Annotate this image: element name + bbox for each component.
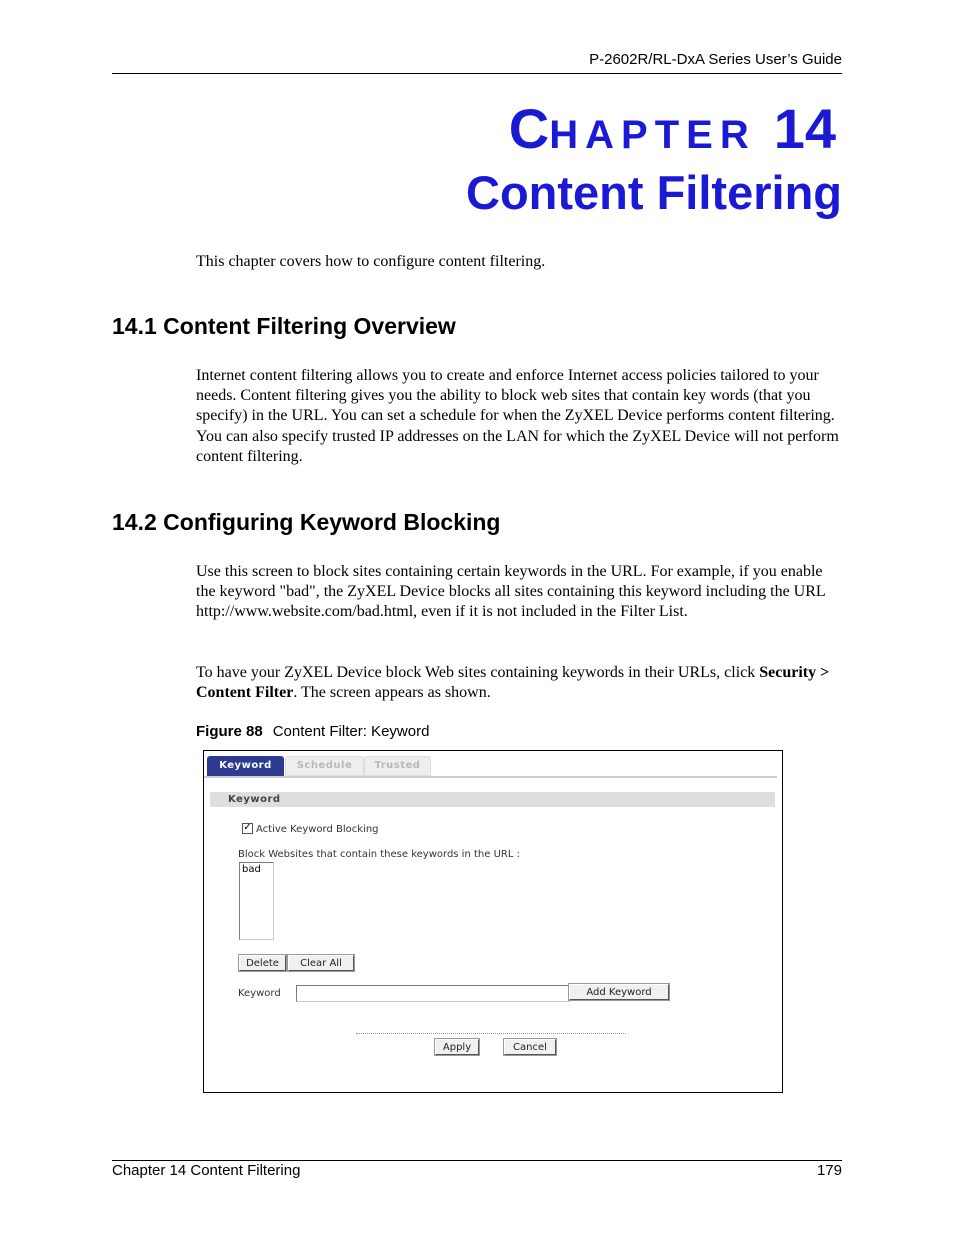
tab-trusted[interactable]: Trusted	[364, 756, 431, 776]
chapter-word-initial: C	[508, 97, 550, 160]
tab-keyword[interactable]: Keyword	[207, 756, 284, 776]
section-heading-keyword-blocking: 14.2 Configuring Keyword Blocking	[112, 509, 501, 535]
section-heading-overview: 14.1 Content Filtering Overview	[112, 313, 456, 339]
paragraph-text: . The screen appears as shown.	[293, 684, 491, 702]
keyword-paragraph-2	[196, 663, 842, 703]
keyword-input[interactable]	[296, 985, 570, 1002]
clear-all-button[interactable]: Clear All	[288, 955, 354, 971]
active-keyword-blocking-checkbox[interactable]: ✓	[243, 822, 252, 833]
page-number: 179	[816, 1162, 842, 1179]
intro-paragraph: This chapter covers how to configure content filtering.	[196, 253, 546, 270]
header-rule	[112, 73, 842, 74]
keyword-listbox[interactable]	[239, 862, 274, 940]
content-filter-screenshot	[203, 750, 783, 1093]
cancel-button[interactable]: Cancel	[504, 1039, 556, 1055]
figure-caption	[196, 723, 429, 740]
tab-bar	[204, 751, 782, 777]
figure-label: Figure 88	[196, 723, 263, 740]
paragraph-text: To have your ZyXEL Device block Web sites containing keywords in their URLs, click	[196, 664, 760, 681]
keyword-label: Keyword	[238, 988, 281, 999]
tab-schedule[interactable]: Schedule	[285, 756, 364, 776]
overview-paragraph: Internet content filtering allows you to create and enforce Internet access policies tailored to your needs. Content filtering gives you the ability to block web sites that contain key words (that you specify) in the URL. You can set a schedule for when the ZyXEL Device performs content filtering. You can also specify trusted IP addresses on the LAN for which the ZyXEL Device will not perform content filtering.	[196, 367, 839, 465]
list-item[interactable]: bad	[242, 864, 261, 875]
menu-path: Security > Content Filter	[196, 664, 830, 702]
checkbox-label: Active Keyword Blocking	[256, 824, 379, 835]
section-title-bar: Keyword	[210, 792, 775, 807]
footer-chapter: Chapter 14 Content Filtering	[112, 1162, 301, 1179]
guide-title: P-2602R/RL-DxA Series User’s Guide	[589, 51, 842, 68]
chapter-word-rest: HAPTER	[549, 113, 756, 157]
chapter-title: Content Filtering	[466, 166, 842, 219]
keyword-paragraph-1: Use this screen to block sites containing certain keywords in the URL. For example, if you enable the keyword "bad", the ZyXEL Device blocks all sites containing this keyword including the URL http://www.website.com/bad.html, even if it is not included in the Filter List.	[196, 563, 826, 621]
footer-rule	[112, 1160, 842, 1161]
add-keyword-button[interactable]: Add Keyword	[569, 984, 669, 1000]
chapter-number: 14	[773, 97, 836, 160]
divider	[356, 1033, 626, 1034]
apply-button[interactable]: Apply	[435, 1039, 479, 1055]
keyword-list-label: Block Websites that contain these keywords in the URL :	[238, 849, 520, 860]
tab-underline	[204, 776, 777, 778]
chapter-heading	[509, 96, 836, 161]
figure-caption-text: Content Filter: Keyword	[272, 723, 430, 740]
delete-button[interactable]: Delete	[239, 955, 286, 971]
